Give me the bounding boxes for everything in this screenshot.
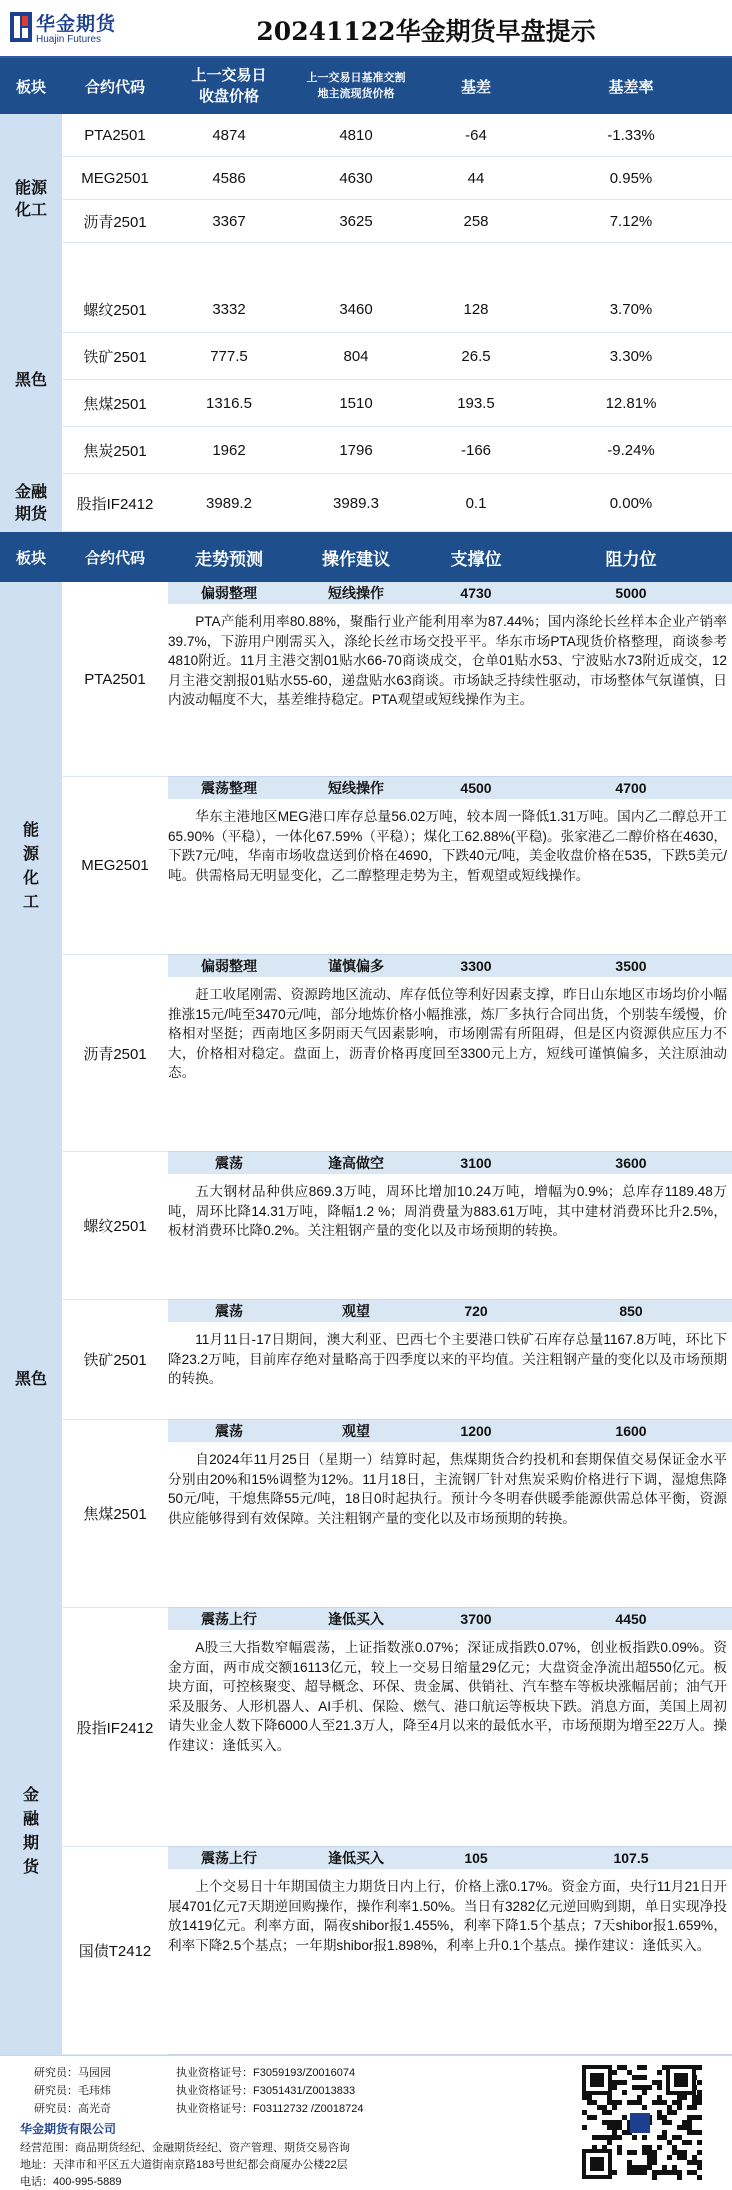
basis-cell: 0.1 xyxy=(465,495,487,512)
resistance-value: 3500 xyxy=(615,958,647,974)
table-row xyxy=(62,114,732,157)
contract-code-cell: 沥青2501 xyxy=(83,213,147,231)
spot-price-cell: 804 xyxy=(343,347,369,365)
close-price-cell: 1316.5 xyxy=(206,394,252,412)
basis-rate-cell: 12.81% xyxy=(605,394,657,412)
support-value: 3700 xyxy=(460,1611,492,1627)
advice-value: 谨慎偏多 xyxy=(328,958,384,974)
qr-code-icon xyxy=(560,2063,720,2183)
resistance-value: 850 xyxy=(619,1303,643,1319)
trend-value: 偏弱整理 xyxy=(201,585,257,601)
sector-label: 能源化工 xyxy=(22,822,39,911)
researcher-1-cert: 执业资格证号：F3059193/Z0016074 xyxy=(176,2067,356,2079)
researcher-2: 研究员：毛玮炜 xyxy=(34,2085,111,2097)
spot-price-cell: 4810 xyxy=(339,126,373,144)
table-row xyxy=(62,200,732,243)
basis-rate-cell: 0.95% xyxy=(609,169,653,187)
basis-rate-cell: 3.30% xyxy=(609,347,653,365)
spot-price-cell: 3989.3 xyxy=(333,495,379,512)
trend-value: 震荡整理 xyxy=(201,780,257,796)
researcher-2-cert: 执业资格证号：F3051431/Z0013833 xyxy=(176,2085,356,2097)
resistance-value: 3600 xyxy=(615,1155,647,1171)
table-row xyxy=(62,380,732,427)
analysis-text: 自2024年11月25日（星期一）结算时起，焦煤期货合约投机和套期保值交易保证金水平分别由20%和15%调整为12%。11月18日，主流钢厂针对焦炭采购价格进行下调，湿熄焦降50元/吨，干熄焦降55元/吨，18日0时起执行。预计今冬明春供暖季能源供需总体平衡，资源供应能够得到有效保障。关注粗钢产量的变化以及市场预期的转换。 xyxy=(168,1452,727,1526)
col-header-basis-rate: 基差率 xyxy=(608,78,654,96)
analysis-text: 赶工收尾刚需、资源跨地区流动、库存低位等利好因素支撑，昨日山东地区市场均价小幅推涨15元/吨至3470元/吨，部分地炼价格小幅推涨，炼厂多执行合同出货，个别装车缓慢，价格相对坚挺；西南地区多阴雨天气因素影响，市场刚需有所阻碍，但是区内资源供应压力不大，价格相对稳定。盘面上，沥青价格再度回至3300元上方，短线可谨慎偏多，关注原油动态。 xyxy=(168,987,727,1080)
logo-text-cn: 华金期货 xyxy=(36,14,117,35)
support-value: 3300 xyxy=(460,958,492,974)
contract-code-cell: 铁矿2501 xyxy=(83,348,147,366)
table-row xyxy=(62,333,732,380)
advice-value: 观望 xyxy=(342,1303,370,1319)
basis-cell: 128 xyxy=(463,300,489,318)
basis-cell: 44 xyxy=(467,169,485,187)
support-value: 720 xyxy=(464,1303,488,1319)
col-header-trend: 走势预测 xyxy=(195,549,263,569)
sector-energy-chemical-2 xyxy=(0,582,62,1152)
company-name: 华金期货有限公司 xyxy=(20,2122,117,2136)
advice-value: 短线操作 xyxy=(328,780,384,796)
analysis-text: 上个交易日十年期国债主力期货日内上行，价格上涨0.17%。资金方面，央行11月21日开展4701亿元7天期逆回购操作，操作利率1.50%。当日有3282亿元逆回购到期，单日实现净投放1419亿元。利率方面，隔夜shibor报1.455%，利率下降1.5个基点；7天shibor报1.659%，利率下降2.5个基点；一年期shibor报1.898%，利率上升0.1个基点。操作建议：逢低买入。 xyxy=(168,1879,727,1953)
page-title: 20241122华金期货早盘提示 xyxy=(256,17,596,46)
spot-price-cell: 1796 xyxy=(339,441,373,459)
close-price-cell: 4586 xyxy=(212,169,246,187)
trend-value: 震荡 xyxy=(215,1155,243,1171)
trend-value: 震荡 xyxy=(215,1303,243,1319)
close-price-cell: 777.5 xyxy=(210,347,248,365)
contract-code: MEG2501 xyxy=(62,777,168,955)
researcher-3-cert: 执业资格证号：F03112732 /Z0018724 xyxy=(176,2103,364,2115)
col-header-spot-price: 上一交易日基准交割 地主流现货价格 xyxy=(306,71,406,100)
researcher-1: 研究员：马园园 xyxy=(34,2067,111,2079)
basis-rate-cell: 3.70% xyxy=(609,300,653,318)
basis-cell: 193.5 xyxy=(457,394,495,412)
forecast-bar xyxy=(168,1420,732,1442)
contract-code-cell: 焦炭2501 xyxy=(83,442,147,460)
sector-financial xyxy=(0,476,62,532)
company-address: 地址：天津市和平区五大道街南京路183号世纪都会商厦办公楼22层 xyxy=(20,2159,348,2171)
support-value: 1200 xyxy=(460,1423,492,1439)
logo-text-en: Huajin Futures xyxy=(36,34,102,45)
table2-header xyxy=(0,532,732,582)
col-header-basis: 基差 xyxy=(460,78,491,96)
table-row xyxy=(62,157,732,200)
forecast-bar xyxy=(168,1608,732,1630)
contract-code: 螺纹2501 xyxy=(62,1152,168,1300)
contract-code-cell: 螺纹2501 xyxy=(83,301,147,319)
close-price-cell: 4874 xyxy=(212,126,246,144)
contract-code-cell: MEG2501 xyxy=(81,169,149,187)
basis-cell: 258 xyxy=(463,212,489,230)
basis-cell: -166 xyxy=(460,441,492,459)
sector-ferrous-2 xyxy=(0,1152,62,1608)
forecast-bar xyxy=(168,582,732,604)
table-row xyxy=(62,427,732,474)
sector-financial-2 xyxy=(0,1608,62,2055)
close-price-cell: 3332 xyxy=(212,300,246,318)
analysis-text: 11月11日-17日期间，澳大利亚、巴西七个主要港口铁矿石库存总量1167.8万吨，环比下降23.2万吨，目前库存绝对量略高于四季度以来的平均值。关注粗钢产量的变化以及市场预期的转换。 xyxy=(168,1332,727,1386)
support-value: 3100 xyxy=(460,1155,492,1171)
analysis-text: 五大钢材品种供应869.3万吨，周环比增加10.24万吨，增幅为0.9%；总库存1189.48万吨，周环比降14.31万吨，降幅1.2 %；周消费量为883.61万吨，其中建材消费环比升2.5%，板材消费环比降0.2%。关注粗钢产量的变化以及市场预期的转换。 xyxy=(168,1184,727,1238)
spot-price-cell: 4630 xyxy=(339,169,373,187)
col-header-resistance: 阻力位 xyxy=(605,549,657,569)
spot-price-cell: 3625 xyxy=(339,212,373,230)
col-header-sector: 板块 xyxy=(15,549,46,567)
resistance-value: 5000 xyxy=(615,585,647,601)
advice-value: 逢低买入 xyxy=(328,1611,384,1627)
advice-value: 逢高做空 xyxy=(328,1155,384,1171)
contract-code-cell: 焦煤2501 xyxy=(83,395,147,413)
trend-value: 震荡 xyxy=(215,1423,243,1439)
analysis-text: 华东主港地区MEG港口库存总量56.02万吨，较本周一降低1.31万吨。国内乙二醇总开工65.90%（平稳），一体化67.59%（平稳）；煤化工62.88%(平稳)。张家港乙二醇价格在4630，下跌7元/吨，华南市场收盘送到价格在4690，下跌40元/吨，美金收盘价格在535，下跌5美元/吨。供需格局无明显变化，乙二醇整理走势为主，暂观望或短线操作。 xyxy=(168,809,727,883)
col-header-support: 支撑位 xyxy=(450,549,502,569)
trend-value: 偏弱整理 xyxy=(201,958,257,974)
forecast-bar xyxy=(168,1847,732,1869)
report-header xyxy=(0,0,732,58)
table-row xyxy=(62,476,732,532)
company-phone: 电话：400-995-5889 xyxy=(20,2176,122,2188)
researcher-3: 研究员：高光奇 xyxy=(34,2103,111,2115)
col-header-sector: 板块 xyxy=(15,78,46,96)
advice-value: 短线操作 xyxy=(328,585,384,601)
close-price-cell: 3367 xyxy=(212,212,246,230)
trend-value: 震荡上行 xyxy=(201,1850,257,1866)
trend-value: 震荡上行 xyxy=(201,1611,257,1627)
basis-rate-cell: -1.33% xyxy=(607,126,655,144)
forecast-bar xyxy=(168,1300,732,1322)
basis-rate-cell: 7.12% xyxy=(609,212,653,230)
sector-label: 金融期货 xyxy=(22,1786,39,1876)
forecast-bar xyxy=(168,1152,732,1174)
sector-label: 能源化工 xyxy=(14,180,47,219)
contract-code: PTA2501 xyxy=(62,582,168,777)
resistance-value: 1600 xyxy=(615,1423,647,1439)
support-value: 105 xyxy=(464,1850,488,1866)
col-header-contract: 合约代码 xyxy=(84,549,145,567)
support-value: 4730 xyxy=(460,585,492,601)
basis-rate-cell: -9.24% xyxy=(607,441,655,459)
resistance-value: 107.5 xyxy=(613,1850,649,1866)
sector-label: 黑色 xyxy=(14,1371,47,1389)
resistance-value: 4450 xyxy=(615,1611,647,1627)
contract-code: 沥青2501 xyxy=(62,955,168,1152)
basis-rate-cell: 0.00% xyxy=(609,495,653,512)
table1-header xyxy=(0,58,732,114)
col-header-contract: 合约代码 xyxy=(84,78,145,96)
sector-label: 黑色 xyxy=(14,372,47,390)
sector-energy-chemical xyxy=(0,114,62,286)
basis-cell: 26.5 xyxy=(461,347,491,365)
advice-value: 观望 xyxy=(342,1423,370,1439)
analysis-text: A股三大指数窄幅震荡，上证指数涨0.07%；深证成指跌0.07%，创业板指跌0.09%。资金方面，两市成交额16113亿元，较上一交易日缩量29亿元；大盘资金净流出超550亿元。板块方面，可控核聚变、超导概念、环保、贵金属、供销社、汽车整车等板块涨幅居前；油气开采及服务、人形机器人、AI手机、保险、燃气、港口航运等板块下跌。消息方面，美国上周初请失业金人数下降6000人至21.3万人，降至4月以来的最低水平，市场预期为增至22万人。操作建议：逢低买入。 xyxy=(168,1640,727,1753)
support-value: 4500 xyxy=(460,780,492,796)
contract-code: 焦煤2501 xyxy=(62,1420,168,1608)
spot-price-cell: 1510 xyxy=(339,394,373,412)
analysis-text: PTA产能利用率80.88%，聚酯行业产能利用率为87.44%；国内涤纶长丝样本企业产销率39.7%，下游用户刚需买入，涤纶长丝市场交投平平。华东市场PTA现货价格整理，商谈参考4810附近。11月主港交割01贴水66-70商谈成交，仓单01贴水53、宁波贴水73附近成交，12月主港交割报01贴水55-60，递盘贴水63商谈。市场缺乏持续性驱动，市场整体气氛谨慎，日内波动幅度不大，基差维持稳定。PTA观望或短线操作为主。 xyxy=(168,614,727,707)
contract-code-cell: 股指IF2412 xyxy=(76,496,154,513)
close-price-cell: 3989.2 xyxy=(206,495,252,512)
spot-price-cell: 3460 xyxy=(339,300,373,318)
col-header-advice: 操作建议 xyxy=(322,549,390,569)
contract-code: 铁矿2501 xyxy=(62,1300,168,1420)
close-price-cell: 1962 xyxy=(212,441,246,459)
basis-cell: -64 xyxy=(465,126,487,144)
resistance-value: 4700 xyxy=(615,780,647,796)
col-header-close-price: 上一交易日 收盘价格 xyxy=(191,67,267,105)
sector-label: 金融期货 xyxy=(14,484,47,523)
contract-code: 股指IF2412 xyxy=(62,1608,168,1847)
table-row xyxy=(62,286,732,333)
forecast-bar xyxy=(168,777,732,799)
business-scope: 经营范围：商品期货经纪、金融期货经纪、资产管理、期货交易咨询 xyxy=(20,2142,350,2154)
advice-value: 逢低买入 xyxy=(328,1850,384,1866)
contract-code-cell: PTA2501 xyxy=(84,126,146,144)
sector-ferrous xyxy=(0,286,62,476)
forecast-bar xyxy=(168,955,732,977)
contract-code: 国债T2412 xyxy=(62,1847,168,2055)
